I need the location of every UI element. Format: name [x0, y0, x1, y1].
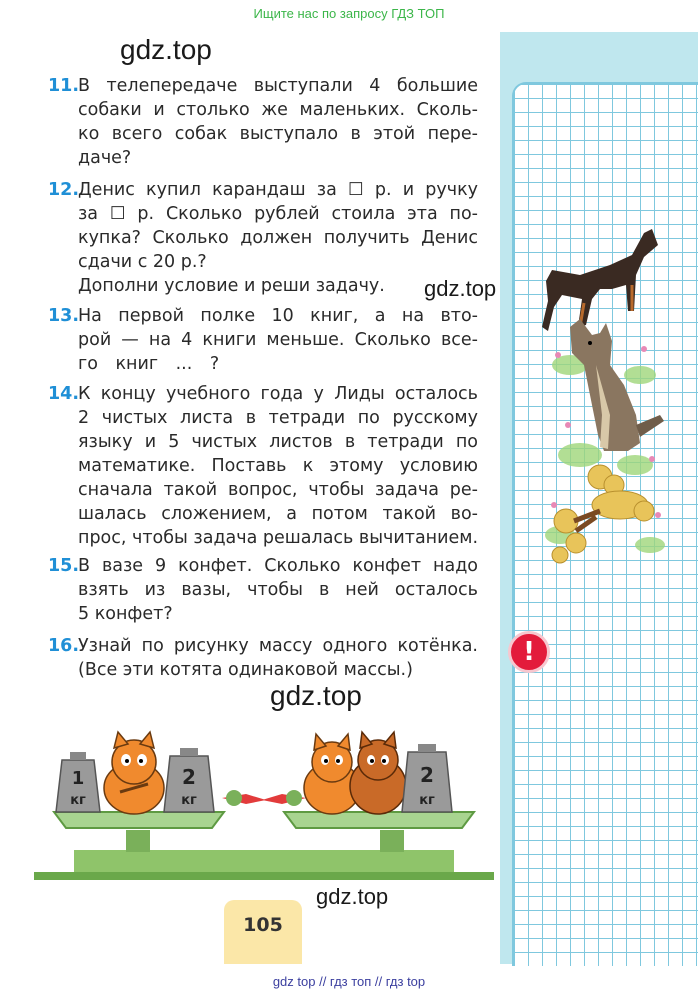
task-number: 13. [48, 306, 80, 326]
watermark: gdz.top [424, 276, 497, 301]
exclamation-icon: ! [508, 631, 550, 673]
task-text-line: рой — на 4 книги меньше. Сколько все- [78, 330, 478, 350]
header-link[interactable]: Ищите нас по запросу ГДЗ ТОП [253, 6, 445, 21]
task-text-line: В вазе 9 конфет. Сколько конфет надо [78, 556, 478, 576]
task-text-line: даче? [78, 148, 132, 168]
task-text-line: Узнай по рисунку массу одного котёнка. [78, 636, 478, 656]
task-text-line: 5 конфет? [78, 604, 173, 624]
task-13 [48, 304, 478, 376]
task-text-line: собаки и столько же маленьких. Сколь- [78, 100, 478, 120]
task-text-line: ко всего собак выступало в этой пере- [78, 124, 478, 144]
dogs-illustration [540, 215, 670, 570]
task-text-line: взять из вазы, чтобы в ней осталось [78, 580, 478, 600]
weight-label: кг [70, 793, 86, 808]
weight-label: 1 [71, 768, 85, 789]
task-12 [48, 178, 478, 298]
task-text-line: шалась сложением, а потом такой во- [78, 504, 478, 524]
task-14 [48, 382, 478, 550]
weight-label: кг [181, 793, 197, 808]
watermark: gdz.top [120, 34, 212, 65]
task-text-line: 2 чистых листа в тетради по русскому [78, 408, 478, 428]
task-number: 16. [48, 636, 80, 656]
weight-label: 2 [420, 763, 434, 787]
task-text-line: На первой полке 10 книг, а на вто- [78, 306, 478, 326]
task-text-line: за ☐ р. Сколько рублей стоила эта по- [78, 204, 478, 224]
balance-scale-illustration [34, 722, 494, 880]
task-text-line: Дополни условие и реши задачу. [78, 276, 385, 296]
task-text-line: К концу учебного года у Лиды осталось [78, 384, 478, 404]
task-number: 14. [48, 384, 80, 404]
task-text-line: математике. Поставь к этому условию [78, 456, 478, 476]
footer-link[interactable]: gdz top // гдз топ // гдз top [272, 974, 426, 989]
watermark: gdz.top [316, 884, 389, 909]
task-text-line: языку и 5 чистых листов в тетради по [78, 432, 478, 452]
task-text-line: купка? Сколько должен получить Денис [78, 228, 478, 248]
task-text-line: го книг ... ? [78, 354, 220, 374]
watermark: gdz.top [270, 680, 362, 711]
task-text-line: сдачи с 20 р.? [78, 252, 207, 272]
task-text-line: сначала такой вопрос, чтобы задача ре- [78, 480, 478, 500]
task-number: 12. [48, 180, 80, 200]
page-number: 105 [224, 900, 302, 964]
weight-label: кг [419, 793, 435, 808]
task-text-line: (Все эти котята одинаковой массы.) [78, 660, 413, 680]
task-11 [48, 74, 478, 170]
task-text-line: В телепередаче выступали 4 большие [78, 76, 478, 96]
task-number: 11. [48, 76, 80, 96]
task-text-line: Денис купил карандаш за ☐ р. и ручку [78, 180, 478, 200]
weight-label: 2 [182, 765, 196, 789]
task-text-line: прос, чтобы задача решалась вычитанием. [78, 528, 479, 548]
task-number: 15. [48, 556, 80, 576]
task-16 [48, 634, 478, 682]
task-15 [48, 554, 478, 626]
